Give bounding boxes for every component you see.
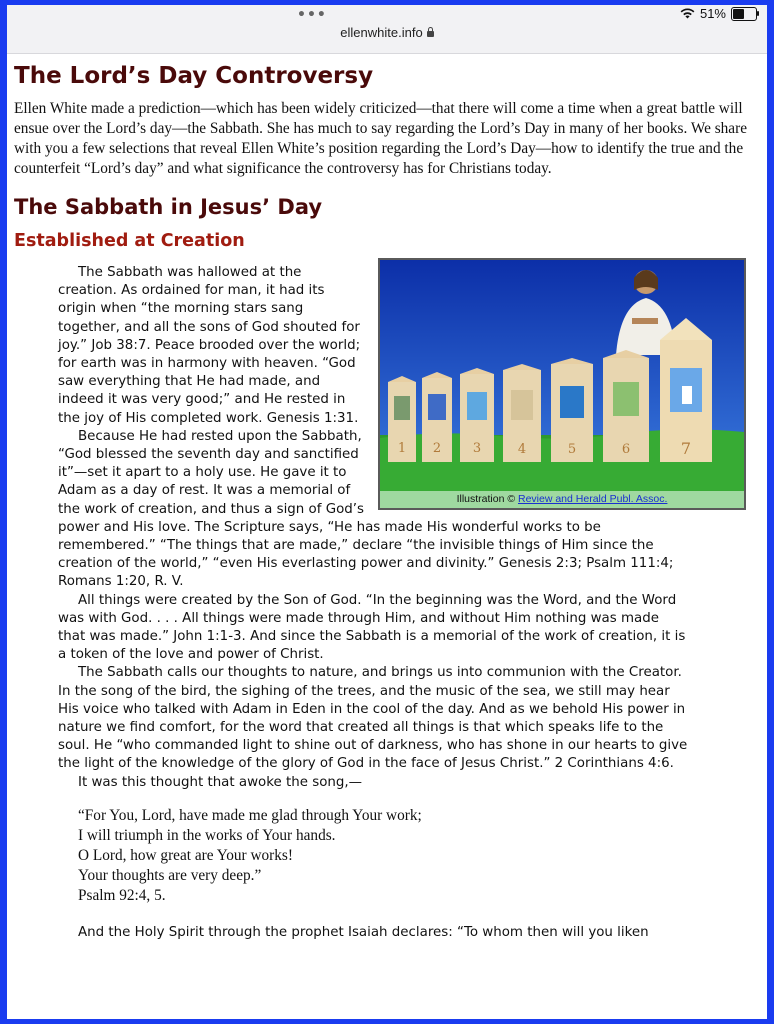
body-paragraph: Because He had rested upon the Sabbath, “God blessed the seventh day and sanctified it”—set it apart to a holy use. He gave it to Adam as a day of rest. It was a memorial of the work of creation, and thus a sign of God’s power and His love. The Scripture says, “He has made His wonderful works to be remembered.” “The things that are made,” declare “the invisible things of Him since the creation of the world,” “even His everlasting power and divinity.” Genesis 2:3; Psalm 111:4; Romans 1:20, R. V. [58,428,674,590]
poem-quote [78,806,754,906]
pillar-number: 6 [621,442,631,457]
status-bar [7,5,767,54]
subsection-title: Established at Creation [14,231,245,251]
multitask-dots[interactable]: ••• [297,7,327,23]
caption-prefix: Illustration © [456,493,516,505]
body-paragraph: It was this thought that awoke the song,— [78,774,363,790]
poem-line: “For You, Lord, have made me glad through Your work; [78,806,422,824]
poem-line: Your thoughts are very deep.” [78,866,262,884]
pillar-number: 7 [680,439,692,458]
illustration-figure [378,258,746,510]
battery-percentage: 51% [699,6,726,21]
poem-line: O Lord, how great are Your works! [78,846,293,864]
pillar-number: 4 [517,442,527,457]
pillar-number: 2 [432,441,442,456]
browser-window [7,5,767,1019]
pillar-number: 3 [472,441,482,456]
pillar-number: 5 [567,442,577,457]
intro-paragraph: Ellen White made a prediction—which has been widely criticized—that there will come a time when a great battle will ensue over the Lord’s day—the Sabbath. She has much to say regarding the Lord’s Day in many of her books. We share with you a few selections that reveal Ellen White’s position regarding the Lord’s Day—how to identify the true and the counterfeit “Lord’s day” and what significance the controversy has for Christians today. [14,100,747,177]
wifi-icon [680,8,695,19]
url-text: ellenwhite.info [340,25,423,40]
article [14,57,754,942]
creation-pillars-illustration [380,260,744,491]
lock-icon [427,31,434,37]
page-title: The Lord’s Day Controversy [14,63,374,89]
pillar-number: 1 [397,441,407,456]
battery-icon [731,7,757,21]
body-paragraph: And the Holy Spirit through the prophet Isaiah declares: “To whom then will you liken [78,924,649,940]
status-indicators [680,6,757,21]
body-paragraph: All things were created by the Son of God. “In the beginning was the Word, and the Word was with God. . . . All things were made through Him, and without Him nothing was made that was made.” John 1:1-3. And since the Sabbath is a memorial of the work of creation, it is a token of the love and power of Christ. [58,592,686,663]
publisher-link[interactable]: Review and Herald Publ. Assoc. [518,493,668,505]
poem-citation: Psalm 92:4, 5. [78,886,166,904]
figure-caption [380,491,744,508]
section-title: The Sabbath in Jesus’ Day [14,195,323,219]
article-body [58,264,692,792]
body-paragraph: The Sabbath calls our thoughts to nature, and brings us into communion with the Creator. In the song of the bird, the sighing of the trees, and the music of the sea, we still may hear His voice who talked with Adam in Eden in the cool of the day. And as we behold His power in nature we find comfort, for the word that created all things is that which speaks life to the soul. He “who commanded light to shine out of darkness, who has shone in our hearts to give the light of the knowledge of the glory of God in the face of Jesus Christ.” 2 Corinthians 4:6. [58,665,688,772]
poem-line: I will triumph in the works of Your hands. [78,826,336,844]
body-paragraph: The Sabbath was hallowed at the creation. As ordained for man, it had its origin when “the morning stars sang together, and all the sons of God shouted for joy.” Job 38:7. Peace brooded over the world; for earth was in harmony with heaven. “God saw everything that He had made, and indeed it was very good;” and He rested in the joy of His completed work. Genesis 1:31. [58,265,361,426]
address-bar[interactable] [7,25,767,40]
